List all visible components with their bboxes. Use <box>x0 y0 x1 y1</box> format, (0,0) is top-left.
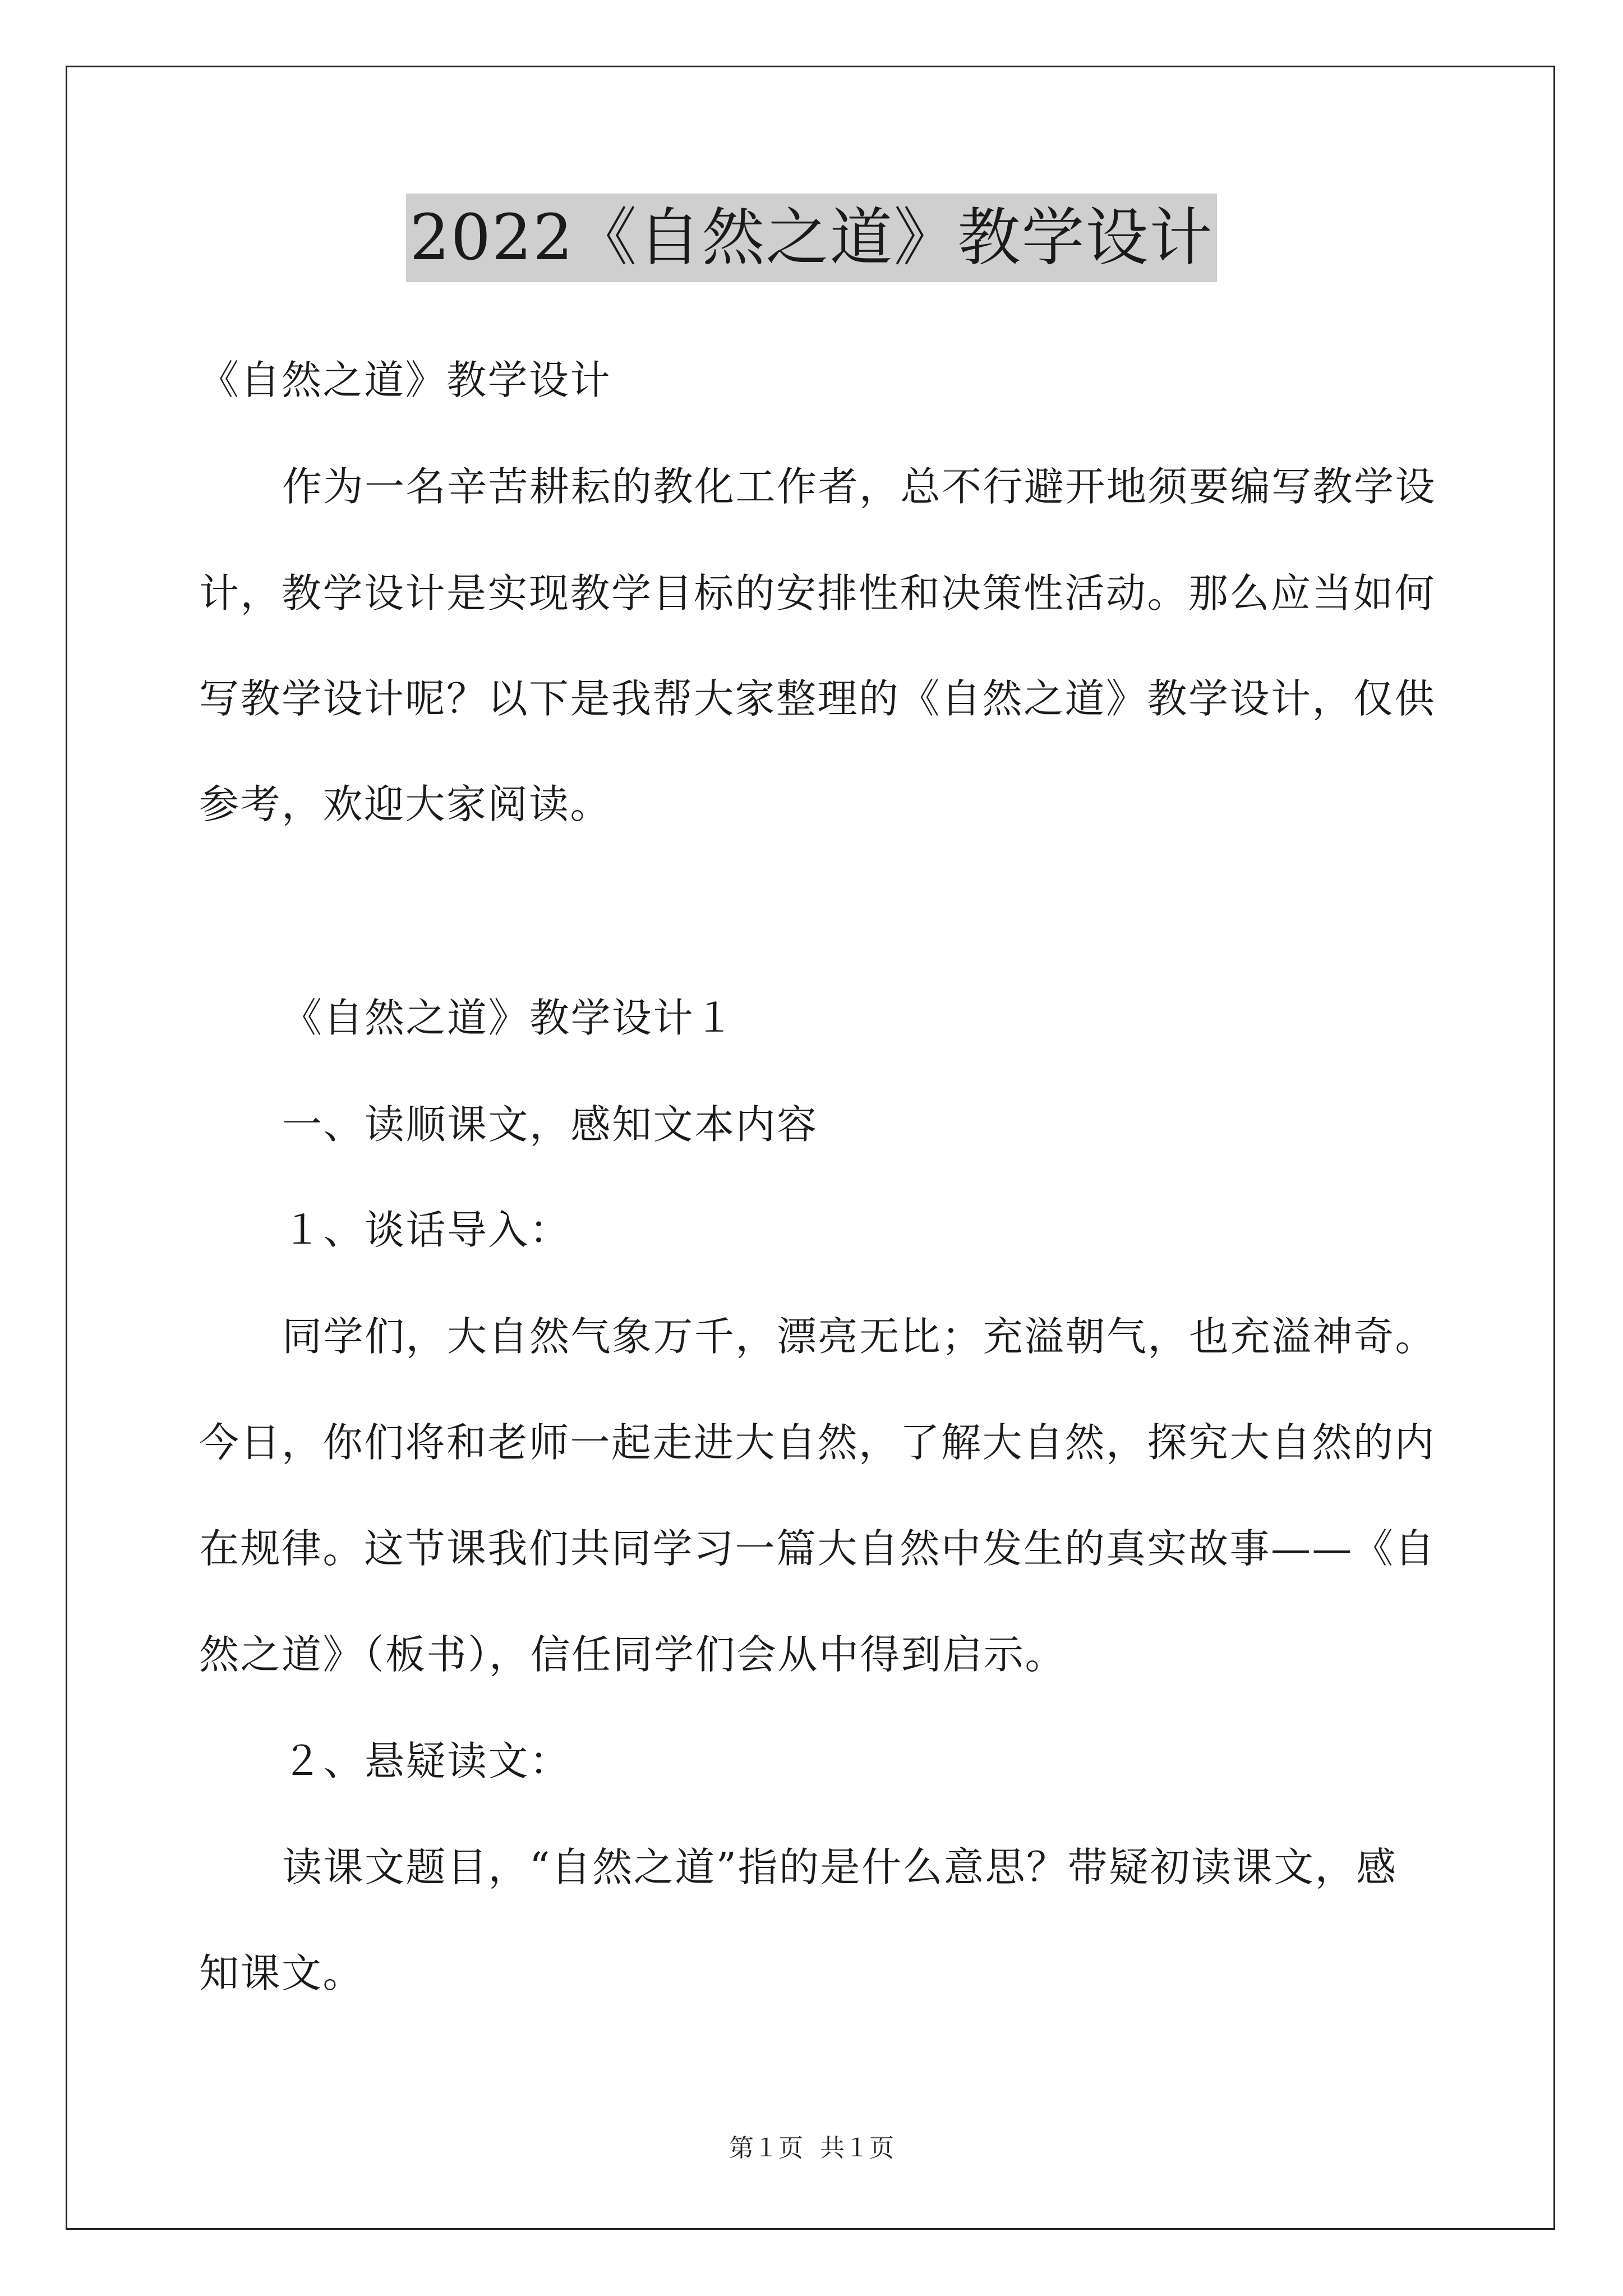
section-title: 《自然之道》教学设计１ <box>282 995 736 1041</box>
subtitle: 《自然之道》教学设计 <box>199 357 612 403</box>
title-wrap <box>0 194 1623 282</box>
step-two-line-1: 读课文题目，“自然之道”指的是什么意思？带疑初读课文，感 <box>282 1844 1398 1890</box>
step-two-heading: ２、悬疑读文： <box>282 1738 571 1784</box>
part-one-heading: 一、读顺课文，感知文本内容 <box>282 1101 818 1148</box>
page-total: 共１页 <box>820 2134 894 2162</box>
intro-line-3: 写教学设计呢？以下是我帮大家整理的《自然之道》教学设计，仅供 <box>199 675 1436 722</box>
page-number: 第１页 <box>729 2134 803 2162</box>
intro-line-4: 参考，欢迎大家阅读。 <box>199 781 612 827</box>
step-one-line-2: 今日，你们将和老师一起走进大自然，了解大自然，探究大自然的内 <box>199 1419 1436 1466</box>
intro-line-2: 计，教学设计是实现教学目标的安排性和决策性活动。那么应当如何 <box>199 570 1436 616</box>
intro-line-1: 作为一名辛苦耕耘的教化工作者，总不行避开地须要编写教学设 <box>282 463 1437 510</box>
document-title: 2022《自然之道》教学设计 <box>406 194 1216 282</box>
page-footer <box>0 2132 1623 2165</box>
step-one-line-1: 同学们，大自然气象万千，漂亮无比；充溢朝气，也充溢神奇。 <box>282 1313 1437 1360</box>
step-one-heading: １、谈话导入： <box>282 1207 571 1253</box>
step-one-line-3: 在规律。这节课我们共同学习一篇大自然中发生的真实故事——《自 <box>199 1525 1436 1572</box>
step-one-line-4: 然之道》（板书），信任同学们会从中得到启示。 <box>199 1631 1067 1678</box>
step-two-line-2: 知课文。 <box>199 1950 365 1996</box>
